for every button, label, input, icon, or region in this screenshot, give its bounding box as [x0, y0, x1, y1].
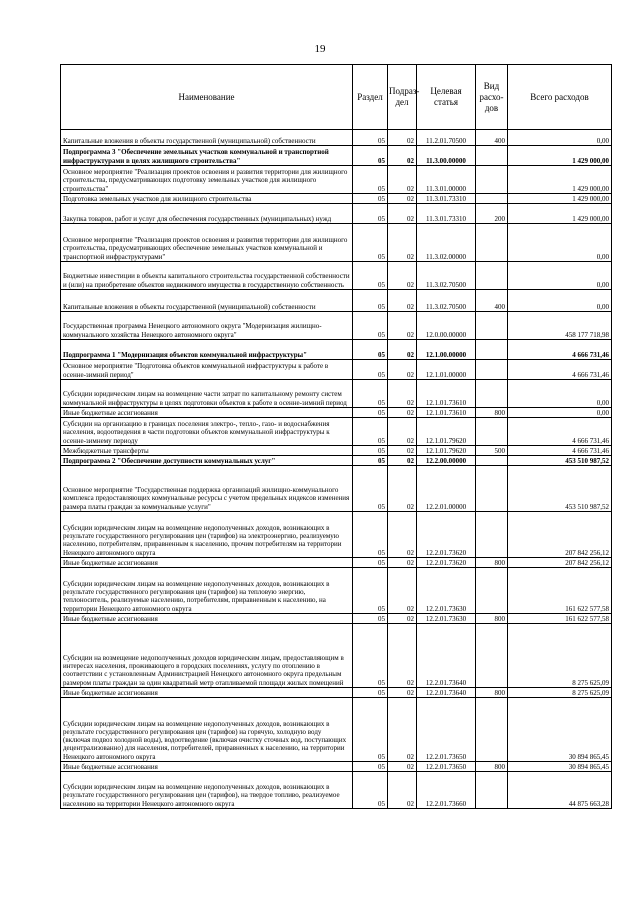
cell-section: 05: [353, 290, 388, 312]
cell-section: 05: [353, 360, 388, 380]
cell-subsection: 02: [388, 688, 417, 698]
cell-kind: [476, 624, 508, 688]
cell-article: 12.1.01.73610: [417, 380, 476, 408]
cell-kind: [476, 166, 508, 194]
table-row: [61, 146, 612, 166]
cell-subsection: 02: [388, 446, 417, 456]
cell-kind: [476, 262, 508, 290]
cell-subsection: 02: [388, 418, 417, 446]
table-header-row: [61, 65, 612, 130]
table-row: [61, 204, 612, 224]
cell-kind: [476, 340, 508, 360]
cell-total: 161 622 577,58: [508, 614, 612, 624]
cell-total: 8 275 625,09: [508, 624, 612, 688]
cell-subsection: 02: [388, 624, 417, 688]
cell-total: 207 842 256,12: [508, 512, 612, 558]
cell-name: Основное мероприятие "Реализация проектов освоения и развития территории для жилищного строительства, предусматривающих обеспечение земельных участков коммунальной и транспортной инфраструктурами": [61, 224, 353, 262]
cell-total: 4 666 731,46: [508, 360, 612, 380]
table-row: [61, 466, 612, 512]
table-row: [61, 512, 612, 558]
cell-total: 0,00: [508, 380, 612, 408]
header-article: Целевая статья: [417, 65, 476, 130]
cell-article: 11.3.02.70500: [417, 262, 476, 290]
cell-name: Иные бюджетные ассигнования: [61, 408, 353, 418]
cell-subsection: 02: [388, 762, 417, 772]
cell-section: 05: [353, 568, 388, 614]
cell-section: 05: [353, 224, 388, 262]
cell-article: 11.3.01.00000: [417, 166, 476, 194]
cell-total: 8 275 625,09: [508, 688, 612, 698]
cell-total: 207 842 256,12: [508, 558, 612, 568]
cell-section: 05: [353, 130, 388, 146]
cell-kind: 800: [476, 762, 508, 772]
cell-total: 458 177 718,98: [508, 312, 612, 340]
header-total: Всего расходов: [508, 65, 612, 130]
cell-name: Иные бюджетные ассигнования: [61, 558, 353, 568]
cell-subsection: 02: [388, 312, 417, 340]
cell-total: 0,00: [508, 224, 612, 262]
cell-article: 11.2.01.70500: [417, 130, 476, 146]
cell-kind: [476, 456, 508, 466]
cell-name: Государственная программа Ненецкого автономного округа "Модернизация жилищно-коммунального хозяйства Ненецкого автономного округа": [61, 312, 353, 340]
cell-subsection: 02: [388, 408, 417, 418]
cell-article: 12.2.01.73640: [417, 624, 476, 688]
cell-article: 12.2.00.00000: [417, 456, 476, 466]
cell-article: 12.2.01.00000: [417, 466, 476, 512]
expenditure-table: [60, 64, 612, 809]
cell-article: 12.1.00.00000: [417, 340, 476, 360]
cell-section: 05: [353, 146, 388, 166]
table-row: [61, 456, 612, 466]
cell-subsection: 02: [388, 466, 417, 512]
cell-subsection: 02: [388, 456, 417, 466]
cell-article: 11.3.01.73310: [417, 194, 476, 204]
cell-total: 4 666 731,46: [508, 418, 612, 446]
cell-subsection: 02: [388, 568, 417, 614]
table-row: [61, 340, 612, 360]
cell-kind: [476, 224, 508, 262]
table-body: [61, 130, 612, 809]
cell-kind: [476, 312, 508, 340]
cell-total: 1 429 000,00: [508, 146, 612, 166]
cell-name: Подпрограмма 2 "Обеспечение доступности коммунальных услуг": [61, 456, 353, 466]
cell-subsection: 02: [388, 290, 417, 312]
cell-total: 44 875 663,28: [508, 772, 612, 809]
cell-subsection: 02: [388, 380, 417, 408]
cell-total: 453 510 987,52: [508, 456, 612, 466]
cell-name: Иные бюджетные ассигнования: [61, 614, 353, 624]
page-number: 19: [314, 43, 326, 55]
cell-article: 12.2.01.73650: [417, 762, 476, 772]
cell-subsection: 02: [388, 558, 417, 568]
table-row: [61, 312, 612, 340]
cell-section: 05: [353, 262, 388, 290]
cell-section: 05: [353, 512, 388, 558]
cell-name: Капитальные вложения в объекты государственной (муниципальной) собственности: [61, 290, 353, 312]
cell-section: 05: [353, 688, 388, 698]
cell-section: 05: [353, 614, 388, 624]
header-subsection: Подраз-дел: [388, 65, 417, 130]
cell-kind: [476, 146, 508, 166]
cell-total: 453 510 987,52: [508, 466, 612, 512]
table-row: [61, 360, 612, 380]
cell-subsection: 02: [388, 698, 417, 762]
cell-section: 05: [353, 466, 388, 512]
cell-total: 0,00: [508, 130, 612, 146]
cell-article: 12.2.01.73620: [417, 512, 476, 558]
table-row: [61, 624, 612, 688]
cell-total: 4 666 731,46: [508, 340, 612, 360]
table-row: [61, 262, 612, 290]
cell-total: 0,00: [508, 408, 612, 418]
cell-section: 05: [353, 698, 388, 762]
cell-kind: [476, 380, 508, 408]
cell-article: 12.2.01.73640: [417, 688, 476, 698]
cell-total: 161 622 577,58: [508, 568, 612, 614]
table-row: [61, 380, 612, 408]
cell-name: Основное мероприятие "Государственная поддержка организаций жилищно-коммунального комплекса предоставляющих коммунальные ресурсы с учетом предельных индексов изменения размера платы граждан за коммунальные услуги": [61, 466, 353, 512]
cell-kind: 400: [476, 290, 508, 312]
cell-subsection: 02: [388, 512, 417, 558]
cell-total: 1 429 000,00: [508, 166, 612, 194]
cell-subsection: 02: [388, 772, 417, 809]
cell-article: 12.2.01.73650: [417, 698, 476, 762]
cell-subsection: 02: [388, 340, 417, 360]
cell-name: Подпрограмма 3 "Обеспечение земельных участков коммунальной и транспортной инфраструктурами в целях жилищного строительства": [61, 146, 353, 166]
cell-kind: [476, 698, 508, 762]
cell-subsection: 02: [388, 194, 417, 204]
cell-subsection: 02: [388, 614, 417, 624]
cell-kind: [476, 568, 508, 614]
table-row: [61, 418, 612, 446]
cell-section: 05: [353, 558, 388, 568]
cell-kind: 400: [476, 130, 508, 146]
cell-name: Капитальные вложения в объекты государственной (муниципальной) собственности: [61, 130, 353, 146]
table-row: [61, 194, 612, 204]
cell-section: 05: [353, 312, 388, 340]
cell-subsection: 02: [388, 130, 417, 146]
cell-name: Основное мероприятие "Реализация проектов освоения и развития территории для жилищного строительства, предусматривающих подготовку земельных участков для жилищного строительства": [61, 166, 353, 194]
table-row: [61, 614, 612, 624]
cell-name: Межбюджетные трансферты: [61, 446, 353, 456]
cell-total: 30 894 865,45: [508, 698, 612, 762]
cell-kind: [476, 772, 508, 809]
cell-section: 05: [353, 762, 388, 772]
cell-total: 0,00: [508, 262, 612, 290]
cell-article: 11.3.01.73310: [417, 204, 476, 224]
cell-article: 12.1.01.73610: [417, 408, 476, 418]
cell-name: Субсидии юридическим лицам на возмещение части затрат по капитальному ремонту систем коммунальной инфраструктуры в целях подготовки объектов к работе в осенне-зимний период: [61, 380, 353, 408]
cell-name: Подпрограмма 1 "Модернизация объектов коммунальной инфраструктуры": [61, 340, 353, 360]
cell-section: 05: [353, 456, 388, 466]
cell-name: Субсидии на организацию в границах поселения электро-, тепло-, газо- и водоснабжения населения, водоотведения в части подготовки объектов коммунальной инфраструктуры к осенне-зимнему периоду: [61, 418, 353, 446]
table-row: [61, 224, 612, 262]
cell-section: 05: [353, 624, 388, 688]
cell-name: Субсидии на возмещение недополученных доходов юридическим лицам, предоставляющим в интересах населения, проживающего в городских поселениях, услугу по отоплению в соответствии с установленным Администрацией Ненецкого автономного округа предельным размером платы граждан за один квадратный метр отапливаемой площади жилых помещений: [61, 624, 353, 688]
cell-article: 12.2.01.73630: [417, 568, 476, 614]
table-row: [61, 290, 612, 312]
cell-name: Иные бюджетные ассигнования: [61, 762, 353, 772]
cell-total: 30 894 865,45: [508, 762, 612, 772]
table-row: [61, 772, 612, 809]
header-kind: Вид расхо-дов: [476, 65, 508, 130]
table-row: [61, 408, 612, 418]
cell-article: 12.2.01.73630: [417, 614, 476, 624]
cell-subsection: 02: [388, 166, 417, 194]
cell-name: Подготовка земельных участков для жилищного строительства: [61, 194, 353, 204]
cell-kind: 800: [476, 408, 508, 418]
cell-name: Основное мероприятие "Подготовка объектов коммунальной инфраструктуры к работе в осенне-зимний период": [61, 360, 353, 380]
cell-section: 05: [353, 194, 388, 204]
cell-article: 11.3.00.00000: [417, 146, 476, 166]
cell-section: 05: [353, 772, 388, 809]
cell-subsection: 02: [388, 224, 417, 262]
cell-kind: [476, 466, 508, 512]
table-row: [61, 698, 612, 762]
header-section: Раздел: [353, 65, 388, 130]
header-name: Наименование: [61, 65, 353, 130]
cell-article: 12.1.01.79620: [417, 418, 476, 446]
cell-name: Субсидии юридическим лицам на возмещение недополученных доходов, возникающих в результате государственного регулирования цен (тарифов) на электроэнергию, реализуемую населению, потребителям, приравненным к населению, прочим потребителям на территории Ненецкого автономного округа: [61, 512, 353, 558]
cell-total: 4 666 731,46: [508, 446, 612, 456]
cell-section: 05: [353, 408, 388, 418]
cell-article: 11.3.02.00000: [417, 224, 476, 262]
cell-name: Иные бюджетные ассигнования: [61, 688, 353, 698]
cell-name: Бюджетные инвестиции в объекты капитального строительства государственной собственности и (или) на приобретение объектов недвижимого имущества в государственную собственность: [61, 262, 353, 290]
cell-section: 05: [353, 446, 388, 456]
cell-kind: 800: [476, 688, 508, 698]
table-row: [61, 166, 612, 194]
table-row: [61, 446, 612, 456]
table-row: [61, 568, 612, 614]
cell-section: 05: [353, 340, 388, 360]
cell-subsection: 02: [388, 146, 417, 166]
cell-section: 05: [353, 380, 388, 408]
table-row: [61, 558, 612, 568]
cell-kind: [476, 512, 508, 558]
cell-total: 1 429 000,00: [508, 194, 612, 204]
cell-subsection: 02: [388, 204, 417, 224]
cell-article: 12.2.01.73620: [417, 558, 476, 568]
cell-kind: 800: [476, 558, 508, 568]
cell-article: 12.0.00.00000: [417, 312, 476, 340]
cell-kind: 500: [476, 446, 508, 456]
cell-kind: [476, 194, 508, 204]
cell-kind: [476, 360, 508, 380]
cell-section: 05: [353, 204, 388, 224]
cell-name: Субсидии юридическим лицам на возмещение недополученных доходов, возникающих в результате государственного регулирования цен (тарифов), на твердое топливо, реализуемое населению на территории Ненецкого автономного округа: [61, 772, 353, 809]
cell-total: 0,00: [508, 290, 612, 312]
table-row: [61, 688, 612, 698]
cell-subsection: 02: [388, 262, 417, 290]
cell-article: 12.1.01.00000: [417, 360, 476, 380]
table-row: [61, 130, 612, 146]
table-row: [61, 762, 612, 772]
cell-kind: 200: [476, 204, 508, 224]
cell-kind: [476, 418, 508, 446]
cell-total: 1 429 000,00: [508, 204, 612, 224]
cell-article: 11.3.02.70500: [417, 290, 476, 312]
cell-name: Закупка товаров, работ и услуг для обеспечения государственных (муниципальных) нужд: [61, 204, 353, 224]
cell-article: 12.1.01.79620: [417, 446, 476, 456]
cell-kind: 800: [476, 614, 508, 624]
cell-section: 05: [353, 418, 388, 446]
cell-name: Субсидии юридическим лицам на возмещение недополученных доходов, возникающих в результате государственного регулирования цен (тарифов) на горячую, холодную воду (включая подвоз холодной воды), водоотведение (включая очистку сточных вод, поступающих децентрализованно) для населения, потребителей, приравненных к населению, на территории Ненецкого автономного округа: [61, 698, 353, 762]
cell-article: 12.2.01.73660: [417, 772, 476, 809]
cell-section: 05: [353, 166, 388, 194]
cell-name: Субсидии юридическим лицам на возмещение недополученных доходов, возникающих в результате государственного регулирования цен (тарифов) на тепловую энергию, теплоноситель, реализуемые населению, потребителям, приравненным к населению, на территории Ненецкого автономного округа: [61, 568, 353, 614]
cell-subsection: 02: [388, 360, 417, 380]
